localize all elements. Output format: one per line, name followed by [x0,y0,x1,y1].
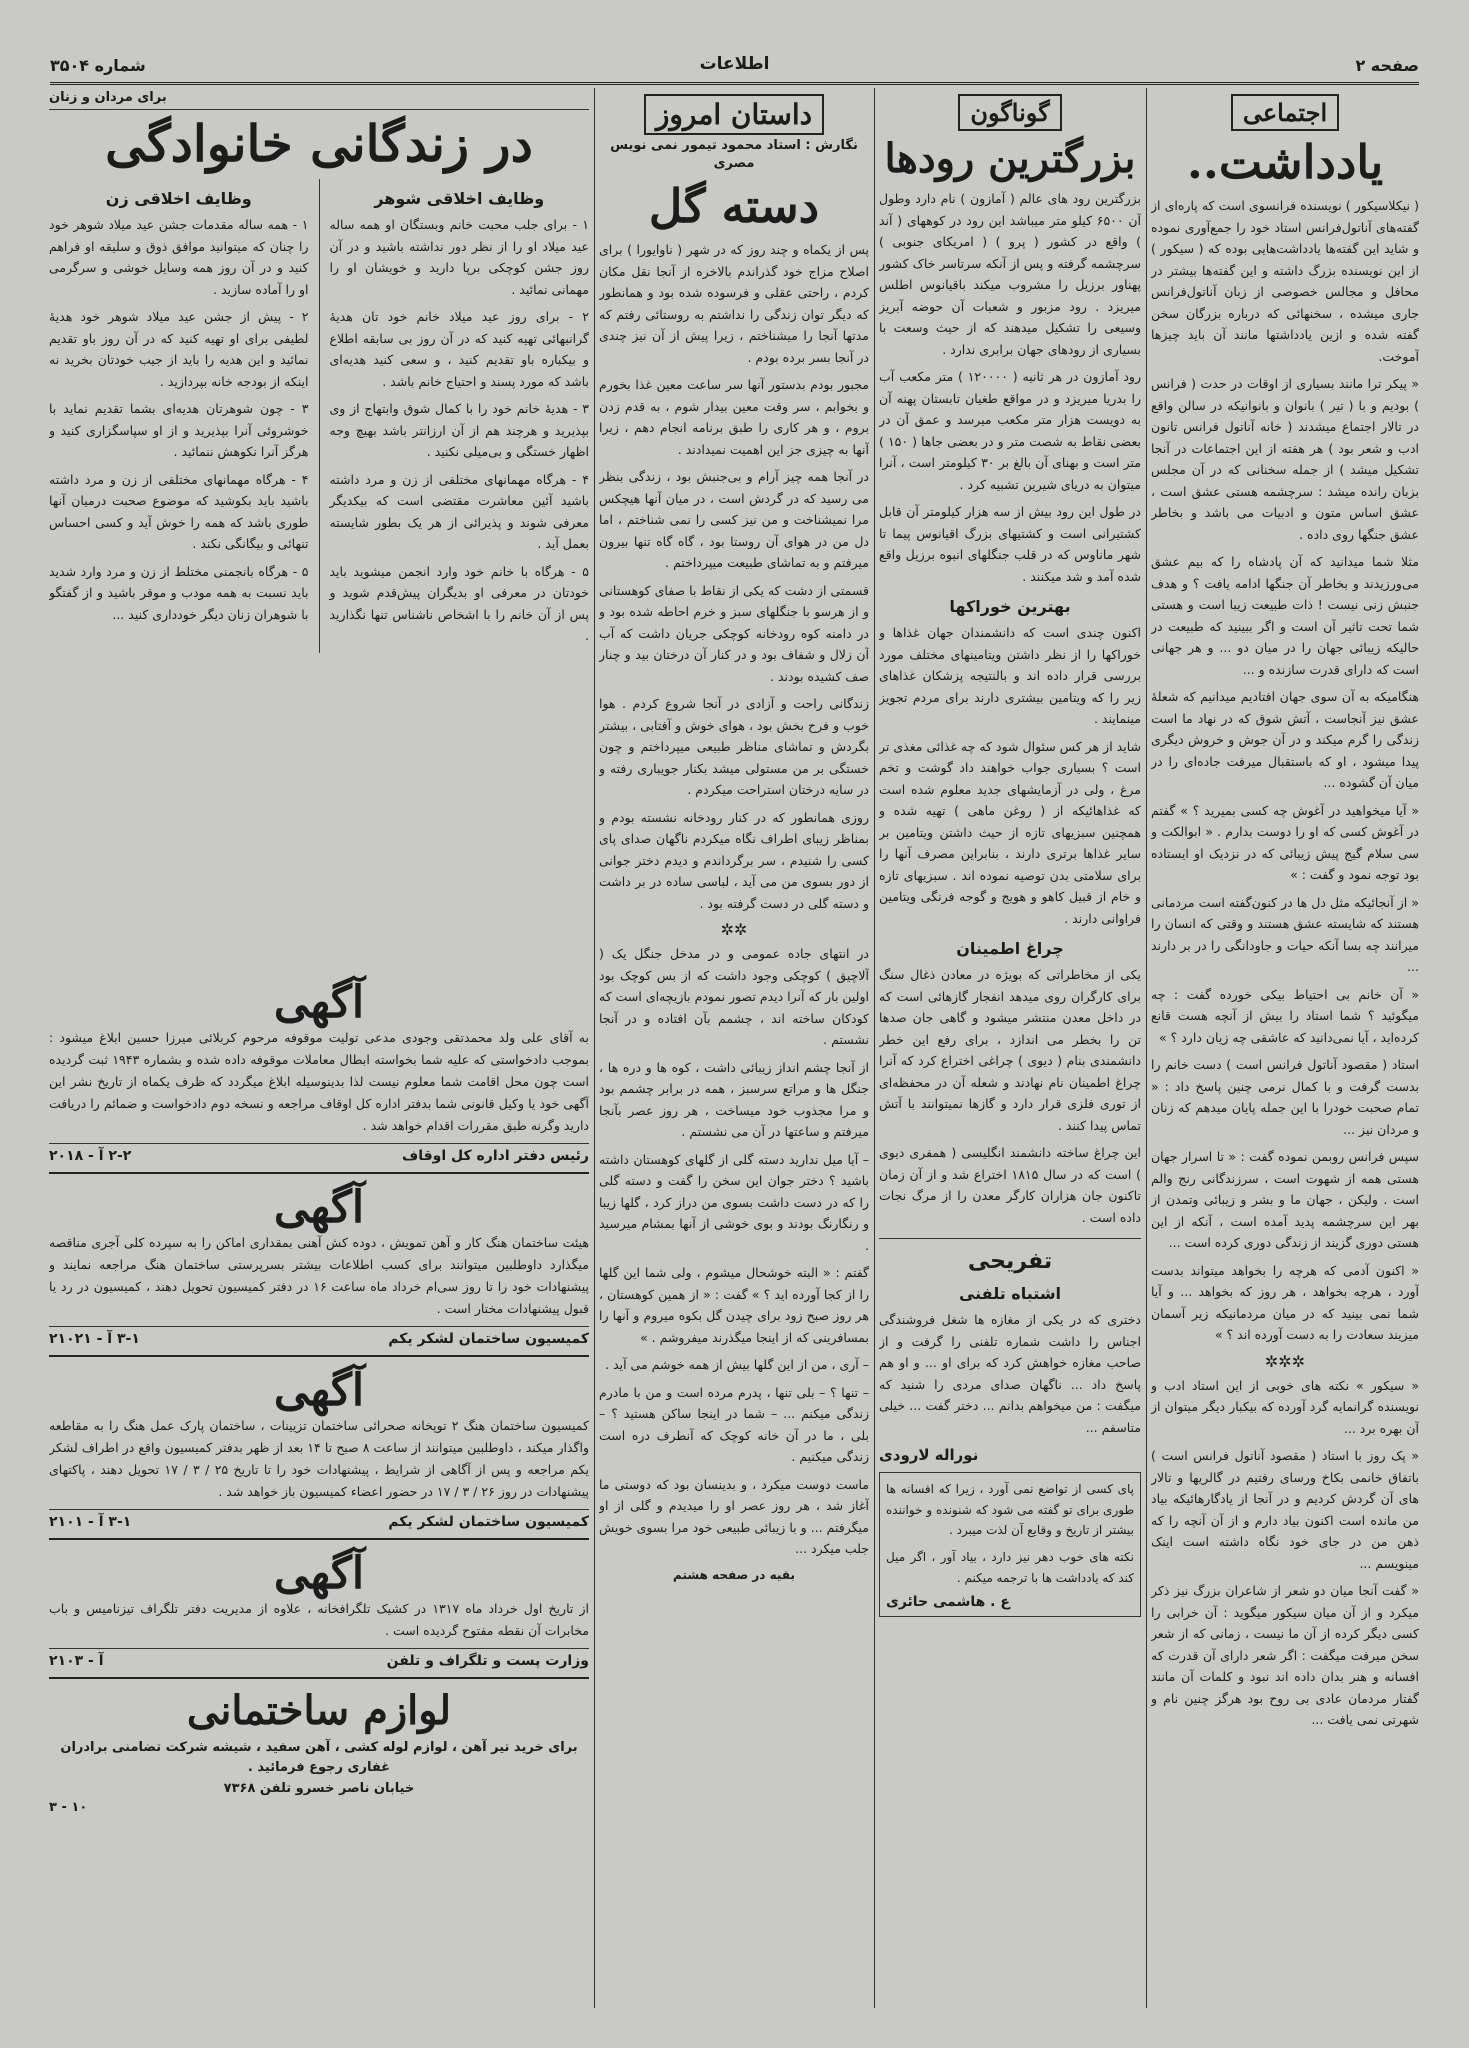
paragraph: مثلا شما میدانید که آن پادشاه را که بیم عشق می‌ورزیدند و بخاطر آن جنگها ادامه یافت ؟ و هدف جنبش زنی نیست ! ذات طبیعت زیبا است و هستی شما تحت تاثیر آن است و اگر ببینید که طبیعت در حالیکه زیبائی جهان را در میان دو ... و هر جهانی است که دارای قدرت سازنده و ... [1151,554,1419,677]
section-kicker: گوناگون [958,94,1061,131]
paragraph: – تنها ؟ – بلی تنها ، پدرم مرده است و من با مادرم زندگی میکنم ... – شما در اینجا ساکن هستید ؟ – بلی ، ما در آن خانه کوچک که آنطرف دره است زندگی میکنیم . [599,1384,869,1465]
paper-name: اطلاعات [699,54,770,74]
paragraph: « پیکر ترا مانند بسیاری از اوقات در حدت ( فرانس ) بودیم و با ( تیر ) بانوان و بانوانیکه در سالن واقع در تالار اجتماع میشدند ( خانه آناتول فرانس تانون ادب و شعر بود ) هر هفته از این اجتماعات در آنجا تشکیل میشد ) از جمله سخنانی که در آن مجلس بزبان رانده میشد : سرچشمه هستی عشق است ، عشق اساس متون و ادبیات می باشد و بخاطر عشق جنگها روی داده . [1151,376,1419,542]
byline: نگارش : استاد محمود تیمور نمی نویس مصری [610,138,858,172]
paragraph: ۱ - همه ساله مقدمات جشن عید میلاد شوهر خود را چنان که میتوانید موافق ذوق و سلیقه او فراهم کنید و در آن روز همه وسایل خوشی و سرگرمی او را آماده سازید . [49,217,309,297]
column-rule [1146,88,1147,2008]
page-number: صفحه ۲ [1355,56,1419,75]
paragraph: ۵ - هرگاه با خانم خود وارد انجمن میشوید باید خودتان در معرفی او بدیگران پیش‌قدم شوید و پس از آن خانم را با اشخاص ناشناس تنها نگذارید . [329,563,589,643]
paragraph: در طول این رود بیش از سه هزار کیلومتر آن قابل کشتیرانی است و کشتیهای بزرگ اقیانوس پیما تا شهر ماناوس که در قلب جنگلهای انبوه برزیل واقع شده آمد و شد میکنند . [879,504,1141,584]
paragraph: ماست دوست میکرد ، و بدینسان بود که دوستی ما آغاز شد ، هر روز عصر او را میدیدم و گلی از او میگرفتم ... و با زیبائی طبیعی خود مرا بسوی خویش جلب میکرد ... [599,1476,869,1557]
ad-title: آگهی [273,977,365,1028]
subheading: وظایف اخلاقی زن [105,189,252,208]
two-column-body [49,179,589,653]
ad-footer [49,1143,589,1164]
paragraph: از آنجا چشم انداز زیبائی داشت ، کوه ها و دره ها ، جنگل ها و مراتع سرسبز ، همه در برابر چشمم بود و مرا مجذوب خود میساخت ، هر روز عصر بآنجا میرفتم و ساعتها در آن می نشستم . [599,1059,869,1140]
column-story [599,88,869,2008]
paragraph: « پک روز با استاد ( مقصود آناتول فرانس است ) باتفاق خانمی بکاخ ورسای رفتیم در گالریها و تالار های آن گردش کردیم و در آنجا از یادگارهائیکه بیاد من مانده است اکنون بیاد دارم و از آن آنچه را که ذهن من در جای خود نگاه داشته است اینک مینویسم ... [1151,1448,1419,1571]
paragraph: یکی از مخاطراتی که بویژه در معادن ذغال سنگ برای کارگران روی میدهد انفجار گازهائی است که در داخل معدن منتشر میشود و گاهی جان صدها تن را بخطر می اندازد ، برای رفع این خطر دانشمندی بنام ( دیوی ) چراغی اختراع کرد که آنرا چراغ اطمینان نام نهادند و شعله آن در محفظه‌ای از توری فلزی قرار دارد و گازها نمیتوانند با آتش تماس پیدا کنند . [879,967,1141,1133]
ad-text: کمیسیون ساختمان هنگ ۲ توپخانه صحرائی ساختمان تزیینات ، ساختمان پارک عمل هنگ را به مقاطعه واگذار میکند ، داوطلبین میتوانند از ساعت ۸ صبح تا ۱۴ بعد از ظهر بدفتر کمیسیون واقع در اطراف لشکر یکم مراجعه و پس از آگاهی از شرایط ، پیشنهادات خود را تا تاریخ ۲۵ / ۳ / ۱۷ تحویل دهند ، پاکتهای پیشنهادات در روز ۲۶ / ۳ / ۱۷ در حضور اعضاء کمیسیون باز خواهد شد . [49,1418,589,1499]
ad-code: ۳-۱ آ - ۲۱۰۱ [49,1513,132,1530]
paragraph: « اکنون آدمی که هرچه را بخواهد میتواند بدست آورد ، هرچه بخواهد ، هر روز که بخواهد ... و آیا شما نمی بینید که در میان مردمانیکه زیر آسمان میزیند سعادت را به دست آورده اند ؟ » [1151,1262,1419,1342]
paragraph: رود آمازون در هر ثانیه ( ۱۲۰۰۰۰ ) متر مکعب آب را بدریا میریزد و در مواقع طغیان تابستان پهنه آن به دویست هزار متر مکعب میرسد و عمق آن در بعضی نقاط به شصت متر و در بعضی جاها ( ۱۵۰ ) متر است و بهنای آن بالغ بر ۳۰ کیلومتر است ، آنرا میتوان به دریای شیرین تشبیه کرد . [879,369,1141,492]
paragraph: « آن خانم بی احتیاط بیکی خورده گفت : چه میگوئید ؟ شما استاد را بیش از آنچه هست قانع کرده‌اید ، آیا نمی‌دانید که عاشقی چه زیان دارد ؟ » [1151,986,1419,1045]
subheading: تفریحی [967,1249,1053,1274]
paragraph: هنگامیکه به آن سوی جهان افتادیم میدانیم که شعلهٔ عشق نیز آنجاست ، آتش شوق که در نهاد ما است زندگی را گرم میکند و در آن جوش و خروش دیگری پیدا میشود ، او که باستقبال میرفت جاده‌ای را در میان آن گشوده ... [1151,689,1419,790]
section-kicker: اجتماعی [1231,94,1339,131]
paragraph: ۲ - برای روز عید میلاد خانم خود تان هدیهٔ گرانبهائی تهیه کنید که در آن روز بی سابقه اطلاع و بیکباره باو تقدیم کنید ، و سعی کنید هدیه‌ای باشد که مورد پسند و احتیاج خانم باشد . [329,309,589,389]
paragraph: در آنجا همه چیز آرام و بی‌جنبش بود ، زندگی بنظر می رسید که در گردش است ، در میان آنها هیچکس مرا نمیشناخت و من نیز کسی را نمی شناختم ، اما دل من در هوای آن روستا بود ، گاه گاه تنها بیرون میرفتم و به تماشای طبیعت میپرداختم . [599,469,869,571]
paragraph: این چراغ ساخته دانشمند انگلیسی ( همفری دیوی ) است که در سال ۱۸۱۵ اختراع شد و از آن زمان تاکنون جان هزاران کارگر معدن را از مرگ نجات داده است . [879,1145,1141,1225]
section-note: برای مردان و زنان [49,88,589,110]
ad-text: به آقای علی ولد محمدتقی وجودی مدعی تولیت موقوفه مرحوم کربلائی میرزا حسین ابلاغ میشود : بموجب دادخواستی که علیه شما بخواسته ابطال معاملات موقوفه داده شده و بشماره ۱۹۴۳ ثبت گردیده است چون محل اقامت شما معلوم نیست لذا بدینوسیله ابلاغ میگردد که ظرف یکماه از تاریخ نشر این آگهی خود یا وکیل قانونی شما بدفتر اداره کل اوقاف مراجعه و نسخه دوم دادخواست و ضمائم را دریافت دارید وگرنه طبق مقررات اقدام خواهد شد . [49,1030,589,1133]
column-social [1151,88,1419,2008]
ad-code: ۱۰ - ۳ [49,1800,88,1816]
subheading: چراغ اطمینان [956,939,1064,958]
paragraph: مجبور بودم بدستور آنها سر ساعت معین غذا بخورم و بخوابم ، سر وقت معین بیدار شوم ، به قدم زدن بروم ، و هر کاری را طبق برنامه انجام دهم ، زیرا آنها به چیزی جز این اهمیت نمیدادند . [599,377,869,457]
column-rule [594,88,595,2008]
paragraph: گفتم : « البته خوشحال میشوم ، ولی شما این گلها را از کجا آورده اید ؟ » گفت : « از همین کوهستان ، هر روز صبح زود برای چیدن گل بکوه میروم و آنها را بمسافرینی که از اینجا میگذرند میفروشم . » [599,1265,869,1345]
ad-title: آگهی [273,1181,365,1233]
column-ads [49,975,589,2008]
paragraph: نکته های خوب دهر نیز دارد ، بیاد آور ، اگر میل کند که یادداشت ها با ترجمه میکنم . [886,1549,1134,1585]
notice-ad [49,1363,589,1540]
boxed-note [879,1472,1141,1617]
ad-footer [49,1509,589,1530]
article-title: دسته گل [648,179,820,234]
column-miscellany [879,88,1141,2008]
star-divider-icon: ✲✲ [720,920,748,940]
paragraph: « از آنجائیکه مثل دل ها در کنون‌گفته است مردمانی هستند که شایسته عشق هستند و وقتی که انسان را میرانند چه بسا آنکه حیات و جاودانگی را در بر دارند ... [1151,894,1419,974]
paragraph: ( نیکلاسیکور ) نویسنده فرانسوی است که پاره‌ای از گفته‌های آناتول‌فرانس استاد خود را جمع‌آوری نموده و شاید این گفته‌ها یادداشت‌هایی بوده که ( سیکور ) از این نویسنده بزرگ داشته و این گفته‌ها بیشتر در محافل و مجالس خصوصی از زبان آناتول‌فرانس جاری میشده ، سخنهائی که درباره بزرگان سخن گفته شده و ازین یادداشتها مانند آن باید چیزها آموخت. [1151,198,1419,364]
ad-address: خیابان ناصر خسرو تلفن ۷۳۶۸ [223,1781,415,1797]
ad-code: ۲-۲ آ - ۲۰۱۸ [49,1147,132,1164]
ad-footer [49,1648,589,1669]
paragraph: « گفت آنجا میان دو شعر از شاعران بزرگ نیز ذکر میکرد و از آن میان سیکور میگوید : آن خرابی را کسی دیگر کرده از آن ما نیست ، زمانی که از شعر سخن میرفت میگفت : اگر شعر دارای آن قدرت که افسانه و هنر بدان داده اند نبود و کلمات آن مانند گفتار مردمان عادی بی روح بود هرگز چنین نام و شهرتی نمی یافت ... [1151,1583,1419,1727]
wife-duties [49,179,309,653]
ad-signer: رئیس دفتر اداره کل اوقاف [401,1147,589,1164]
ad-title: آگهی [273,1364,365,1416]
article-title: در زندگانی خانوادگی [105,114,533,173]
ad-text: برای خرید تیر آهن ، لوازم لوله کشی ، آهن سفید ، شیشه شرکت تضامنی برادران غفاری رجوع فرمائید . [60,1739,578,1776]
ad-code: ۳-۱ آ - ۲۱۰۲۱ [49,1330,140,1347]
paragraph: اکنون چندی است که دانشمندان جهان غذاها و خوراکها را از نظر داشتن ویتامینهای مختلف مورد بررسی قرار داده اند و بالنتیجه پزشکان غذاهای زیر را که ویتامین بیشتری دارند برای مردم تجویز مینمایند . [879,625,1141,726]
paragraph: ۳ - چون شوهرتان هدیه‌ای بشما تقدیم نماید با خوشروئی آنرا بپذیرید و از او سپاسگزاری کنید و هرگز آنرا نکوهش ننمائید . [49,401,309,459]
paragraph: دختری که در یکی از مغازه ها شغل فروشندگی اجناس را داشت شماره تلفنی را گرفت و از صاحب مغازه خواهش کرد که برای او ... و او هم پاسخ داد ... ناگهان صدای مردی را شنید که میگفت : من میخواهم بدانم ... دختر گفت ... خیلی متاسفم ... [879,1312,1141,1435]
paragraph: ۲ - پیش از جشن عید میلاد شوهر خود هدیهٔ لطیفی برای او تهیه کنید که در آن روز باو تقدیم نمائید و این هدیه را باید از جیب خودتان بخرید نه اینکه از بودجه خانه بپردازید . [49,309,309,389]
paragraph: ۴ - هرگاه مهمانهای مختلفی از زن و مرد داشته باشید آئین معاشرت مقتضی است که بیکدیگر معرفی شوند و پذیرائی از هر یک بطور شایسته بعمل آید . [329,471,589,551]
paragraph: در انتهای جاده عمومی و در مدخل جنگل یک ( آلاچیق ) کوچکی وجود داشت که از بس کوچک بود اولین بار که آنرا دیدم تصور نمودم بازیچه‌ای است که کودکان ساخته اند ، چشمم بآن افتاده و در آنجا نشستم . [599,946,869,1048]
ad-title: لوازم ساختمانی [186,1686,452,1734]
ad-text: هیئت ساختمان هنگ کار و آهن تمویش ، دوده کش آهنی بمقداری اماکن را به سپرده کلی آجری مناقصه میگذارد داوطلبین میتوانند برای کسب اطلاعات بیشتر بسرپرستی ساختمان هنگ مراجعه نمایند و پیشنهادات خود را تا روز سی‌ام خرداد ماه ساعت ۱۶ در دفتر کمیسیون تحویل دهند ، کمیسیون در رد یا قبول پیشنهادات مختار است . [49,1235,589,1316]
subheading: اشتباه تلفنی [958,1284,1062,1303]
commercial-ad [49,1687,589,1815]
paragraph: ۳ - هدیهٔ خانم خود را با کمال شوق وابتهاج از وی بپذیرید و هرچند هم از آن ارزانتر باشد بهیچ وجه اظهار خستگی و بی‌میلی نکنید . [329,401,589,459]
star-divider-icon: ✲✲✲ [1264,1351,1306,1371]
continued-note: بقیه در صفحه هشتم [673,1567,795,1582]
section-kicker: داستان امروز [644,94,824,135]
ad-text: از تاریخ اول خرداد ماه ۱۳۱۷ در کشیک تلگرافخانه ، علاوه از مدیریت دفتر تلگراف تیزنامیس و باب مخابرات آن نقطه مفتوح گردیده است . [49,1600,589,1638]
paragraph: پس از یکماه و چند روز که در شهر ( ناوایورا ) برای اصلاح مزاج خود گذراندم بالاخره از آنجا نقل مکان کردم ، راحتی عقلی و فرسوده شده بود و همانطور که دیگر توان زندگی را نداشتم به روستائی رفتم که مدتها آنجا را میشناختم ، زیرا پیش از آن نیز چندی در آنجا بسر برده بودم . [599,242,869,365]
ad-signer: کمیسیون ساختمان لشکر یکم [388,1513,589,1530]
paragraph: روزی همانطور که در کنار رودخانه نشسته بودم و بمناظر زیبای اطراف نگاه میکردم ناگهان صدای پای کسی را شنیدم ، سر برگرداندم و دیدم دختر جوانی از دور بسوی من می آید ، لباسی ساده در بر داشت و دسته گلی در دست گرفته بود . [599,809,869,911]
paragraph: شاید از هر کس سئوال شود که چه غذائی مغذی تر است ؟ بسیاری جواب خواهند داد گوشت و تخم مرغ ، ولی در آزمایشهای جدید معلوم شده است که غذاهائیکه از ( روغن ماهی ) تهیه شده و همچنین سبزیهای تازه از حیث داشتن ویتامین بر سایر غذاها برتری دارند ، بنابراین مصرف آنها را برای سلامتی بدن توصیه نموده اند . سبزیهای تازه و خام از قبیل کاهو و هویج و گوجه فرنگی ویتامین فراوانی دارند . [879,738,1141,926]
author-signature: نوراله لارودی [879,1446,979,1464]
paragraph: – آری ، من از این گلها بیش از همه خوشم می آید . [605,1357,869,1373]
notice-ad [49,1546,589,1679]
paragraph: « آیا میخواهید در آغوش چه کسی بمیرید ؟ » گفتم در آغوش کسی که او را دوست بدارم . « ابوالکت و سی سلام گیج پیش زیبائی که در نزدیک او ایستاده بود توجه نمود و گفت : » [1151,802,1419,882]
paragraph: « سیکور » نکته های خوبی از این استاد ادب و نویسنده گرانمایه گرد آورده که بیکبار دیگر میتوان از آن بهره برد ... [1151,1377,1419,1436]
paragraph: – آیا میل ندارید دسته گلی از گلهای کوهستان داشته باشید ؟ دختر جوان این سخن را گفت و دسته گلی را که در دست داشت بسوی من دراز کرد ، گلها زیبا و رنگارنگ بودند و بوی خوشی از آنها بمشام میرسید . [599,1151,869,1253]
paragraph: زندگانی راحت و آزادی در آنجا شروع کردم . هوا خوب و فرح بخش بود ، هوای خوش و آفتابی ، بیشتر بگردش و تماشای مناظر طبیعی میپرداختم و چون خستگی بر من مستولی میشد بکنار جویباری رفته و در سایه درختان استراحت میکردم . [599,696,869,798]
column-rule [319,179,320,653]
paragraph: ۱ - برای جلب محبت خانم وبستگان او همه ساله عید میلاد او را از نظر دور نداشته باشید و در آن روز جشن کوچکی برپا دارید و خویشان او را مهمانی نمائید . [329,217,589,297]
article-title: یادداشت.. [1186,135,1384,189]
paragraph: پای کسی از تواضع نمی آورد ، زیرا که افسانه ها طوری برای تو گفته می شود که شنونده و خواننده بیشتر از تاریخ و وقایع آن لذت میبرد . [886,1482,1134,1538]
paragraph: سپس فرانس روبمن نموده گفت : « تا اسرار جهان هستی همه از شهوت است ، سرزندگانی رنج والم است . ولیکن ، جهان ما و بشر و زیبائی وتمدن از بهر این سرچشمه پدید آمده است ، آنکه از این هستی دوری گزیند از زندگی دوری کرده است ... [1151,1149,1419,1250]
notice-ad [49,1180,589,1357]
column-family-life [49,88,589,968]
notice-ad [49,975,589,1174]
paragraph: بزرگترین رود های عالم ( آمازون ) نام دارد وطول آن ۶۵۰۰ کیلو متر میباشد این رود در کوههای ( آند ) واقع در کشور ( پرو ) ( امریکای جنوبی ) سرچشمه گرفته و پس از آنکه سرتاسر خاک کشور پهناور برزیل را مشروب میکند باقیانوس اطلس میریزد . رود مزبور و شعبات آن حوضه آبریز وسیعی را تشکیل میدهند که از حیث وسعت با بسیاری از رودهای جهان برابری ندارد . [879,191,1141,357]
article-title: بزرگترین رودها [884,135,1136,182]
subheading: وظایف اخلاقی شوهر [374,189,545,208]
ad-signer: کمیسیون ساختمان لشکر یکم [388,1330,589,1347]
author-signature: ع . هاشمی حائری [886,1594,1010,1611]
paragraph: ۵ - هرگاه بانجمنی مختلط از زن و مرد وارد شدید باید نسبت به همه مودب و موقر باشید و از گفتگو با شوهران زنان دیگر خودداری کنید ... [49,563,309,622]
issue-number: شماره ۳۵۰۴ [50,56,146,75]
paragraph: استاد ( مقصود آناتول فرانس است ) دست خانم را بدست گرفت و با کمال نرمی چنین پاسخ داد : « تمام صحبت خودرا با این جمله پایان میدهم که زنان و مردان نیز ... [1151,1057,1419,1137]
ad-title: آگهی [273,1547,365,1599]
husband-duties [330,179,590,653]
ad-code: آ - ۲۱۰۳ [49,1652,104,1669]
column-rule [874,88,875,2008]
paragraph: ۴ - هرگاه مهمانهای مختلفی از زن و مرد داشته باشید باید بکوشید که موضوع صحبت درمیان آنها طوری باشد که همه را خوش آید و کسی احساس تنهائی و بیگانگی نکند . [49,471,309,551]
ad-footer [49,1326,589,1347]
subheading: بهترین خوراکها [949,597,1071,616]
paragraph: قسمتی از دشت که یکی از نقاط با صفای کوهستانی و از هرسو با جنگلهای سبز و خرم احاطه شده بود و در دامنه کوه رودخانه کوچکی جریان داشت که آب آن زلال و شفاف بود و در کنار آن درختان بید و چنار صف کشیده بودند . [599,582,869,684]
masthead [50,52,1419,85]
ad-signer: وزارت پست و تلگراف و تلفن [386,1652,589,1669]
divider [879,1238,1141,1239]
